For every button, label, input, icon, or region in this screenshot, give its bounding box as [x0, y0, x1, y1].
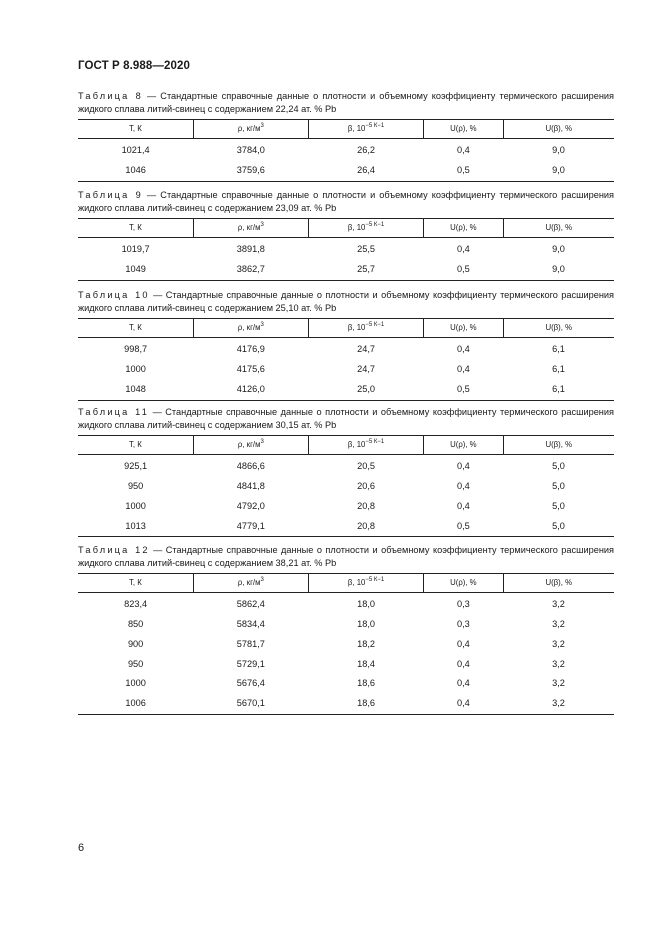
column-header: ρ, $кг/м^3$ [193, 436, 308, 455]
table-cell: 5,0 [503, 517, 614, 537]
table-9-section [78, 189, 614, 281]
table-cell: 18,2 [357, 638, 376, 649]
table-row [78, 260, 614, 280]
page-number: 6 [78, 842, 85, 854]
column-header-label: U(β), % [545, 323, 573, 333]
column-header [424, 120, 503, 139]
table-cell: 3,2 [552, 618, 565, 629]
table-cell: 850 [127, 618, 144, 629]
table-cell: 20,5 [357, 461, 376, 472]
table-cell: 18,4 [357, 658, 376, 669]
table-cell: 9,0 [503, 260, 614, 280]
table-row [78, 455, 614, 477]
table-cell: 18,0 [357, 618, 376, 629]
table-cell: 3891,8 [236, 244, 265, 255]
column-header [78, 436, 193, 455]
table-label: Таблица 9 [78, 190, 143, 200]
column-header-label: T, К [128, 440, 142, 450]
table-row [78, 517, 614, 537]
table-cell: 0,5 [424, 161, 503, 181]
column-header-label: β, 10 [347, 223, 366, 233]
table-cell: 4779,1 [193, 517, 308, 537]
table-cell: 1000 [125, 500, 146, 511]
table-cell: 0,4 [456, 480, 470, 491]
data-table [78, 435, 614, 537]
table-header-row [78, 574, 614, 593]
table-cell: 18,0 [357, 599, 376, 610]
column-header [503, 120, 614, 139]
table-cell: 0,4 [456, 363, 470, 374]
table-cell: 5781,7 [236, 638, 265, 649]
table-10-section [78, 289, 614, 401]
column-header [78, 319, 193, 338]
table-cell: 1048 [78, 380, 193, 400]
column-header-label: ρ, кг/м [237, 578, 261, 588]
table-cell: 1006 [78, 694, 193, 714]
table-cell: 5862,4 [236, 599, 265, 610]
table-cell: 25,7 [308, 260, 423, 280]
table-cell: 950 [127, 658, 144, 669]
table-cell: 0,4 [424, 694, 503, 714]
column-header-label: β, 10 [347, 124, 366, 134]
column-header-label: U(ρ), % [450, 223, 477, 233]
table-row [78, 477, 614, 497]
table-caption [78, 289, 614, 314]
table-header-row [78, 219, 614, 238]
table-caption [78, 406, 614, 431]
column-header [424, 574, 503, 593]
table-row [78, 674, 614, 694]
column-header: ρ, $кг/м^3$ [193, 574, 308, 593]
table-cell: 4175,6 [236, 363, 265, 374]
table-cell: 1019,7 [121, 244, 150, 255]
column-header-label: U(ρ), % [450, 440, 477, 450]
table-cell: 9,0 [552, 244, 565, 255]
table-cell: 3,2 [552, 678, 565, 689]
table-row [78, 161, 614, 181]
table-cell: 0,5 [424, 260, 503, 280]
table-cell: 925,1 [124, 461, 148, 472]
column-header: β, $10^{-5 К-1}$ [308, 436, 423, 455]
table-11-section [78, 406, 614, 537]
column-header: ρ, $кг/м^3$ [193, 219, 308, 238]
table-row [78, 694, 614, 714]
column-header: ρ, $кг/м^3$ [193, 319, 308, 338]
table-cell: 3784,0 [236, 145, 265, 156]
table-title: — Стандартные справочные данные о плотности и объемному коэффициенту термического расширения жидкого сплава литий-свинец с содержанием 22,24 ат. % Pb [78, 91, 614, 114]
column-header [78, 120, 193, 139]
table-cell: 20,8 [357, 500, 376, 511]
data-table [78, 318, 614, 400]
column-header [503, 219, 614, 238]
table-cell: 900 [127, 638, 144, 649]
table-cell: 0,3 [456, 618, 470, 629]
table-cell: 9,0 [552, 145, 565, 156]
table-cell: 0,4 [456, 678, 470, 689]
table-header-row [78, 436, 614, 455]
table-cell: 5670,1 [193, 694, 308, 714]
table-cell: 6,1 [503, 380, 614, 400]
table-cell: 1013 [78, 517, 193, 537]
table-cell: 9,0 [503, 161, 614, 181]
table-cell: 0,5 [424, 380, 503, 400]
column-header [424, 319, 503, 338]
table-row [78, 635, 614, 655]
table-cell: 5,0 [552, 461, 565, 472]
column-header-label: β, 10 [347, 578, 366, 588]
column-header [503, 319, 614, 338]
table-cell: 0,4 [456, 658, 470, 669]
table-label: Таблица 10 [78, 290, 150, 300]
table-row [78, 139, 614, 161]
column-header-label: ρ, кг/м [237, 223, 261, 233]
table-cell: 0,4 [456, 461, 470, 472]
column-header-label: U(ρ), % [450, 124, 477, 134]
column-header-label: U(β), % [545, 578, 573, 588]
data-table [78, 573, 614, 715]
table-cell: 5,0 [552, 480, 565, 491]
table-cell: 4792,0 [236, 500, 265, 511]
table-cell: 25,0 [308, 380, 423, 400]
table-cell: 1021,4 [121, 145, 150, 156]
column-header [78, 574, 193, 593]
column-header-label: ρ, кг/м [237, 124, 261, 134]
table-cell: 3862,7 [193, 260, 308, 280]
data-table [78, 119, 614, 182]
table-title: — Стандартные справочные данные о плотности и объемному коэффициенту термического расширения жидкого сплава литий-свинец с содержанием 25,10 ат. % Pb [78, 290, 614, 313]
table-cell: 0,4 [456, 244, 470, 255]
table-cell: 18,6 [357, 678, 376, 689]
table-cell: 950 [127, 480, 144, 491]
table-row [78, 380, 614, 400]
table-cell: 0,4 [456, 145, 470, 156]
table-cell: 6,1 [552, 363, 565, 374]
column-header [503, 574, 614, 593]
column-header-label: β, 10 [347, 323, 366, 333]
table-cell: 0,5 [424, 517, 503, 537]
table-cell: 0,4 [456, 638, 470, 649]
table-cell: 25,5 [357, 244, 376, 255]
table-cell: 3,2 [552, 658, 565, 669]
table-label: Таблица 11 [78, 407, 150, 417]
column-header-label: T, К [128, 578, 142, 588]
table-title: — Стандартные справочные данные о плотности и объемному коэффициенту термического расширения жидкого сплава литий-свинец с содержанием 30,15 ат. % Pb [78, 407, 614, 430]
table-cell: 1000 [125, 363, 146, 374]
table-cell: 18,6 [308, 694, 423, 714]
table-title: — Стандартные справочные данные о плотности и объемному коэффициенту термического расширения жидкого сплава литий-свинец с содержанием 38,21 ат. % Pb [78, 545, 614, 568]
table-caption [78, 544, 614, 569]
column-header-label: β, 10 [347, 440, 366, 450]
column-header-label: T, К [128, 323, 142, 333]
table-cell: 5729,1 [236, 658, 265, 669]
column-header: β, $10^{-5 К-1}$ [308, 319, 423, 338]
table-row [78, 615, 614, 635]
column-header-label: T, К [128, 223, 142, 233]
table-cell: 1000 [125, 678, 146, 689]
column-header-label: T, К [128, 124, 142, 134]
table-cell: 4126,0 [193, 380, 308, 400]
table-cell: 24,7 [357, 363, 376, 374]
column-header-label: U(ρ), % [450, 323, 477, 333]
column-header-label: U(β), % [545, 124, 573, 134]
table-row [78, 497, 614, 517]
column-header: β, $10^{-5 К-1}$ [308, 120, 423, 139]
table-cell: 1046 [78, 161, 193, 181]
table-cell: 20,6 [357, 480, 376, 491]
data-table [78, 218, 614, 281]
table-cell: 24,7 [357, 344, 376, 355]
table-cell: 4866,6 [236, 461, 265, 472]
table-cell: 6,1 [552, 344, 565, 355]
column-header-label: U(β), % [545, 440, 573, 450]
table-cell: 5676,4 [236, 678, 265, 689]
table-header-row [78, 120, 614, 139]
table-cell: 3,2 [552, 638, 565, 649]
table-caption [78, 90, 614, 115]
table-header-row [78, 319, 614, 338]
table-cell: 26,4 [308, 161, 423, 181]
table-row [78, 360, 614, 380]
table-row [78, 338, 614, 360]
table-cell: 3,2 [552, 599, 565, 610]
column-header-label: ρ, кг/м [237, 440, 261, 450]
table-cell: 823,4 [124, 599, 148, 610]
table-title: — Стандартные справочные данные о плотности и объемному коэффициенту термического расширения жидкого сплава литий-свинец с содержанием 23,09 ат. % Pb [78, 190, 614, 213]
table-cell: 26,2 [357, 145, 376, 156]
table-cell: 1049 [78, 260, 193, 280]
table-cell: 4176,9 [236, 344, 265, 355]
column-header-label: U(β), % [545, 223, 573, 233]
column-header [424, 436, 503, 455]
table-cell: 4841,8 [236, 480, 265, 491]
table-row [78, 238, 614, 260]
table-cell: 0,4 [456, 500, 470, 511]
column-header: β, $10^{-5 К-1}$ [308, 574, 423, 593]
document-header: ГОСТ Р 8.988—2020 [78, 60, 190, 72]
table-cell: 998,7 [124, 344, 148, 355]
table-row [78, 655, 614, 675]
table-8-section [78, 90, 614, 182]
column-header [424, 219, 503, 238]
table-label: Таблица 12 [78, 545, 150, 555]
table-12-section [78, 544, 614, 715]
table-cell: 0,4 [456, 344, 470, 355]
table-cell: 5834,4 [236, 618, 265, 629]
table-cell: 3759,6 [193, 161, 308, 181]
table-label: Таблица 8 [78, 91, 143, 101]
table-cell: 20,8 [308, 517, 423, 537]
column-header: ρ, $кг/м^3$ [193, 120, 308, 139]
table-caption [78, 189, 614, 214]
column-header-label: ρ, кг/м [237, 323, 261, 333]
column-header: β, $10^{-5 К-1}$ [308, 219, 423, 238]
column-header [503, 436, 614, 455]
column-header-label: U(ρ), % [450, 578, 477, 588]
table-cell: 0,3 [456, 599, 470, 610]
column-header [78, 219, 193, 238]
table-row [78, 593, 614, 615]
table-cell: 5,0 [552, 500, 565, 511]
table-cell: 3,2 [503, 694, 614, 714]
